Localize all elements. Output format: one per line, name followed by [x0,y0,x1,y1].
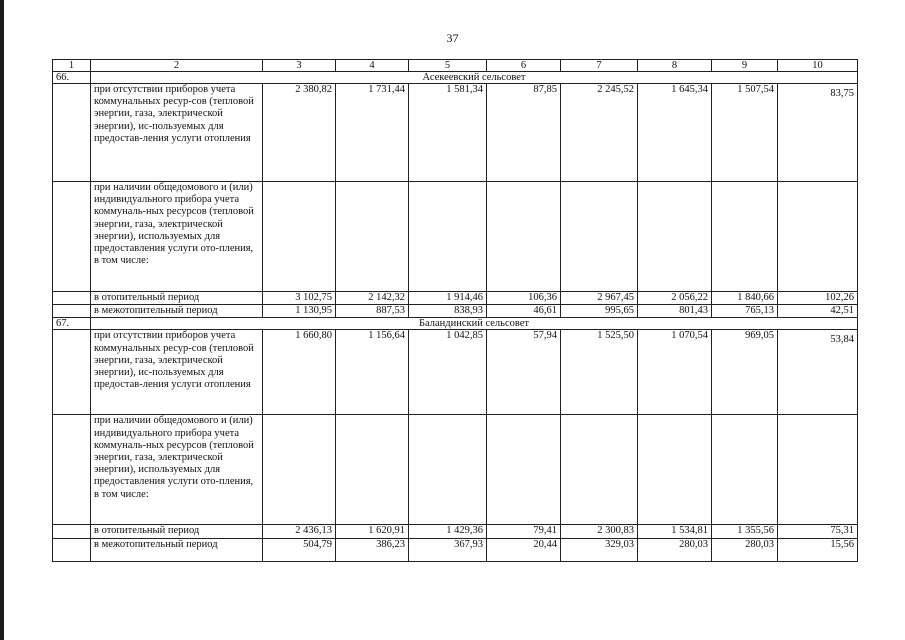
value-cell: 280,03 [712,538,778,561]
value-cell: 1 534,81 [638,525,712,538]
row-label: при наличии общедомового и (или) индивидуального прибора учета коммуналь-ных ресурсов (тепловой энергии, газа, электрической энергии), используемых для предоставления услуги ото-пления, в том числе: [91,415,263,525]
value-cell: 1 429,36 [409,525,487,538]
value-cell: 2 436,13 [263,525,336,538]
value-cell: 1 156,64 [336,330,409,415]
empty-cell [561,182,638,292]
value-cell: 57,94 [487,330,561,415]
empty-cell [53,538,91,561]
column-header-row [53,60,858,72]
empty-cell [487,182,561,292]
empty-cell [561,415,638,525]
value-cell: 969,05 [712,330,778,415]
value-cell: 1 660,80 [263,330,336,415]
value-cell: 1 620,91 [336,525,409,538]
table-row [53,415,858,525]
value-cell: 2 245,52 [561,84,638,182]
value-cell: 1 645,34 [638,84,712,182]
value-cell: 106,36 [487,292,561,305]
table-row [53,525,858,538]
value-cell: 2 300,83 [561,525,638,538]
value-cell: 1 731,44 [336,84,409,182]
empty-cell [712,415,778,525]
column-header: 2 [91,60,263,72]
value-cell: 87,85 [487,84,561,182]
value-cell: 765,13 [712,305,778,318]
value-cell: 53,84 [778,330,858,415]
row-label: при отсутствии приборов учета коммунальных ресур-сов (тепловой энергии, газа, электрической энергии), ис-пользуемых для предостав-ления услуги отопления [91,84,263,182]
row-label: при наличии общедомового и (или) индивидуального прибора учета коммуналь-ных ресурсов (тепловой энергии, газа, электрической энергии), используемых для предоставления услуги ото-пления, в том числе: [91,182,263,292]
empty-cell [409,182,487,292]
scan-edge [0,0,4,640]
value-cell: 20,44 [487,538,561,561]
table-row [53,538,858,561]
value-cell: 1 840,66 [712,292,778,305]
tariff-table [52,59,858,562]
value-cell: 367,93 [409,538,487,561]
column-header: 1 [53,60,91,72]
value-cell: 1 355,56 [712,525,778,538]
value-cell: 75,31 [778,525,858,538]
value-cell: 83,75 [778,84,858,182]
table-row [53,182,858,292]
empty-cell [53,84,91,182]
value-cell: 42,51 [778,305,858,318]
row-label: в отопительный период [91,525,263,538]
column-header: 9 [712,60,778,72]
value-cell: 504,79 [263,538,336,561]
empty-cell [487,415,561,525]
value-cell: 280,03 [638,538,712,561]
column-header: 6 [487,60,561,72]
empty-cell [53,305,91,318]
empty-cell [263,415,336,525]
value-cell: 329,03 [561,538,638,561]
table-row [53,305,858,318]
row-label: при отсутствии приборов учета коммунальных ресур-сов (тепловой энергии, газа, электрической энергии), ис-пользуемых для предостав-ления услуги отопления [91,330,263,415]
value-cell: 79,41 [487,525,561,538]
empty-cell [638,415,712,525]
table-row [53,292,858,305]
empty-cell [778,415,858,525]
value-cell: 1 070,54 [638,330,712,415]
value-cell: 838,93 [409,305,487,318]
value-cell: 102,26 [778,292,858,305]
column-header: 4 [336,60,409,72]
section-title: Асекеевский сельсовет [91,72,858,84]
empty-cell [53,415,91,525]
value-cell: 2 967,45 [561,292,638,305]
value-cell: 887,53 [336,305,409,318]
value-cell: 3 102,75 [263,292,336,305]
empty-cell [638,182,712,292]
section-row [53,72,858,84]
column-header: 5 [409,60,487,72]
value-cell: 1 581,34 [409,84,487,182]
page-number: 37 [446,31,459,45]
value-cell: 46,61 [487,305,561,318]
value-cell: 1 130,95 [263,305,336,318]
section-row [53,318,858,330]
empty-cell [336,415,409,525]
value-cell: 1 042,85 [409,330,487,415]
row-label: в межотопительный период [91,538,263,561]
column-header: 3 [263,60,336,72]
value-cell: 386,23 [336,538,409,561]
empty-cell [53,330,91,415]
value-cell: 1 525,50 [561,330,638,415]
table-row [53,84,858,182]
table-row [53,330,858,415]
empty-cell [409,415,487,525]
value-cell: 2 056,22 [638,292,712,305]
value-cell: 15,56 [778,538,858,561]
value-cell: 1 914,46 [409,292,487,305]
column-header: 10 [778,60,858,72]
column-header: 7 [561,60,638,72]
section-index: 66. [53,72,91,84]
empty-cell [53,525,91,538]
value-cell: 2 142,32 [336,292,409,305]
column-header: 8 [638,60,712,72]
section-title: Баландинский сельсовет [91,318,858,330]
empty-cell [336,182,409,292]
value-cell: 995,65 [561,305,638,318]
section-index: 67. [53,318,91,330]
empty-cell [53,292,91,305]
value-cell: 1 507,54 [712,84,778,182]
value-cell: 801,43 [638,305,712,318]
empty-cell [263,182,336,292]
empty-cell [778,182,858,292]
row-label: в межотопительный период [91,305,263,318]
row-label: в отопительный период [91,292,263,305]
empty-cell [712,182,778,292]
value-cell: 2 380,82 [263,84,336,182]
empty-cell [53,182,91,292]
